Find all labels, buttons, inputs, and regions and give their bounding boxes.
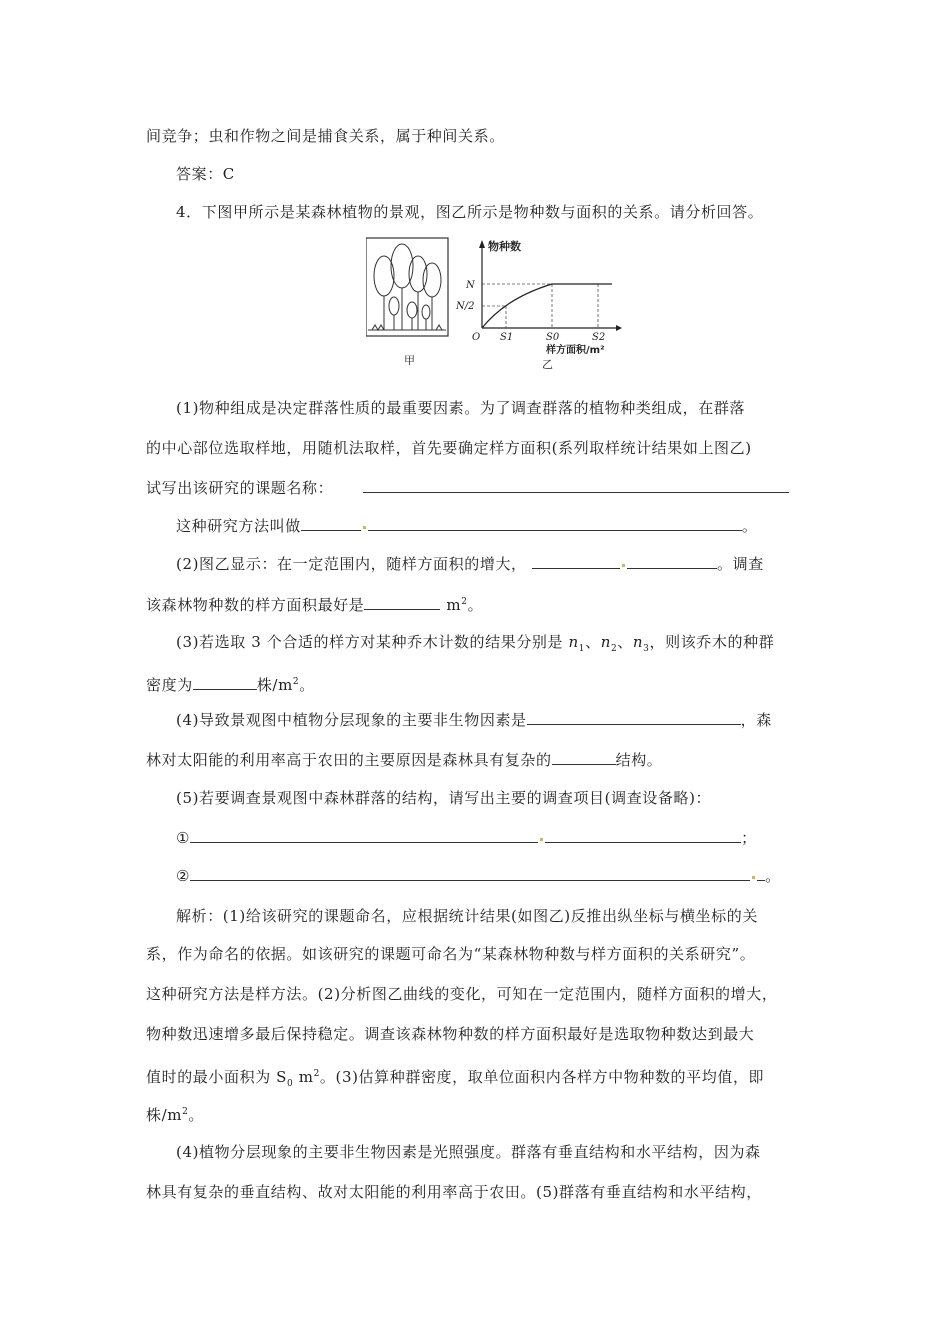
species-curve: [482, 284, 612, 328]
trees-icon: [368, 244, 446, 330]
q2-line-b: 该森林物种数的样方面积最好是 $m^2$。: [146, 596, 484, 614]
blank-field[interactable]: [193, 675, 257, 690]
analysis-tail: 。(3)估算种群密度，取单位面积内各样方中物种数的平均值，即: [319, 1068, 765, 1086]
blank-field[interactable]: [301, 516, 361, 531]
blank-field[interactable]: [757, 866, 765, 881]
q4-line-b: [146, 750, 662, 770]
analysis-line-4: 物种数迅速增多最后保持稳定。调查该森林物种数的样方面积最好是选取物种数达到最大: [146, 1025, 755, 1043]
q3-prompt: (3)若选取 3 个合适的样方对某种乔木计数的结果分别是: [176, 633, 569, 651]
blank-field[interactable]: [527, 710, 741, 725]
y-tick-N: N: [466, 280, 475, 291]
blank-field[interactable]: [368, 516, 742, 531]
analysis-s0: 值时的最小面积为 S: [146, 1068, 288, 1086]
analysis-line-5: 值时的最小面积为 $S_0$ $m^2$。(3)估算种群密度，取单位面积内各样方中物种数的平均值，即: [146, 1068, 765, 1089]
blank-field[interactable]: [545, 828, 741, 843]
x-tick-s1: S1: [500, 332, 514, 343]
q3-line-a: (3)若选取 3 个合适的样方对某种乔木计数的结果分别是 $n_1$、$n_2$、$n_3$，则该乔木的种群: [176, 633, 775, 654]
blank-field[interactable]: [190, 828, 538, 843]
analysis-line-8: 林具有复杂的垂直结构、故对太阳能的利用率高于农田。(5)群落有垂直结构和水平结构，: [146, 1183, 762, 1201]
blank-field[interactable]: [363, 478, 789, 493]
q2-area-prompt: 该森林物种数的样方面积最好是: [146, 596, 365, 614]
q2-prompt: (2)图乙显示：在一定范围内，随样方面积的增大，: [176, 555, 527, 573]
x-axis-label: 样方面积/m²: [546, 345, 605, 356]
q5-item-2: ② 。: [176, 867, 781, 885]
origin-label: O: [472, 332, 481, 343]
q5-item-1: ① ；: [176, 829, 757, 847]
x-tick-s2: S2: [592, 332, 606, 343]
q1-method-prompt: 这种研究方法叫做: [176, 517, 301, 535]
figure: [366, 236, 626, 376]
text-line: 间竞争；虫和作物之间是捕食关系，属于种间关系。: [146, 127, 505, 145]
caption-right: 乙: [542, 359, 553, 371]
q4-line-a: [176, 710, 772, 730]
q4-tail: ，森: [740, 711, 772, 729]
unit: m: [446, 596, 462, 614]
q4-prompt: (4)导致景观图中植物分层现象的主要非生物因素是: [176, 711, 527, 729]
q5-line: (5)若要调查景观图中森林群落的结构，请写出主要的调查项目(调查设备略)：: [176, 789, 712, 807]
blank-field[interactable]: [364, 595, 440, 610]
analysis-unit: 株/m: [146, 1106, 183, 1124]
question-4-title: 4．下图甲所示是某森林植物的景观，图乙所示是物种数与面积的关系。请分析回答。: [176, 203, 764, 221]
analysis-line-6: 株$/m^2$。: [146, 1106, 205, 1124]
q2-tail: 。调查: [717, 555, 764, 573]
analysis-line-1: 解析：(1)给该研究的课题命名，应根据统计结果(如图乙)反推出纵坐标与横坐标的关: [176, 907, 758, 925]
blank-field[interactable]: [552, 750, 616, 765]
species-area-chart: [455, 239, 622, 371]
q1-prompt: 试写出该研究的课题名称：: [146, 479, 334, 497]
analysis-line-2: 系，作为命名的依据。如该研究的课题可命名为“某森林物种数与样方面积的关系研究”。: [146, 945, 756, 963]
q1-line-b: 的中心部位选取样地，用随机法取样，首先要确定样方面积(系列取样统计结果如上图乙): [146, 439, 752, 457]
q1-line-a: (1)物种组成是决定群落性质的最重要因素。为了调查群落的植物种类组成，在群落: [176, 399, 746, 417]
q1-line-c: [146, 478, 789, 498]
q4-structure-prompt: 林对太阳能的利用率高于农田的主要原因是森林具有复杂的: [146, 751, 552, 769]
q2-line-a: [176, 554, 764, 574]
y-axis-label: 物种数: [488, 240, 521, 253]
q3-tail: ，则该乔木的种群: [649, 633, 775, 651]
blank-field[interactable]: [627, 554, 717, 569]
forest-and-curve-figure: [366, 236, 626, 376]
blank-field[interactable]: [190, 866, 750, 881]
q3-density-prompt: 密度为: [146, 676, 193, 694]
forest-frame: [366, 238, 448, 336]
item-marker-2: ②: [176, 867, 191, 885]
analysis-line-3: 这种研究方法是样方法。(2)分析图乙曲线的变化，可知在一定范围内，随样方面积的增大，: [146, 985, 778, 1003]
item-marker-1: ①: [176, 829, 191, 847]
x-tick-s0: S0: [546, 332, 560, 343]
y-tick-N-half: N/2: [456, 301, 475, 312]
blank-field[interactable]: [532, 554, 620, 569]
q3-unit: 株/m: [256, 676, 293, 694]
q3-line-b: 密度为 株$/m^2$。: [146, 676, 315, 694]
q4-structure-tail: 结构。: [615, 751, 663, 769]
answer-line: 答案：C: [176, 165, 235, 183]
analysis-line-7: (4)植物分层现象的主要非生物因素是光照强度。群落有垂直结构和水平结构，因为森: [176, 1143, 761, 1161]
q1-line-d: 这种研究方法叫做 。: [176, 517, 758, 535]
caption-left: 甲: [404, 355, 415, 367]
